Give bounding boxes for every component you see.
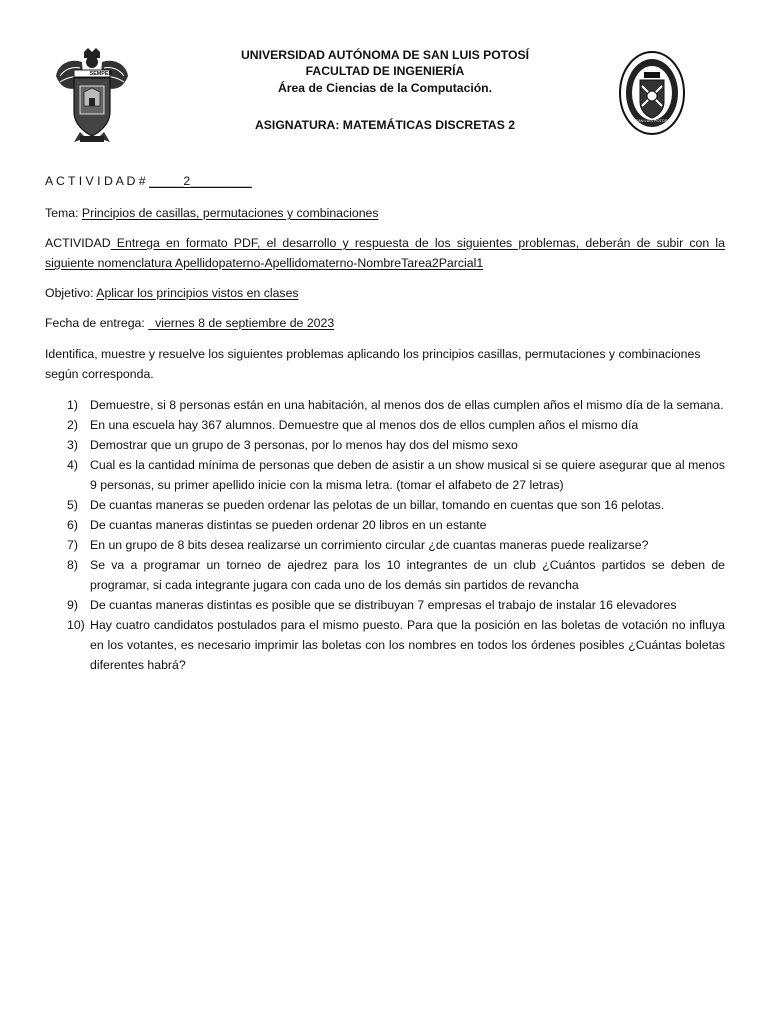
problem-text: Hay cuatro candidatos postulados para el mismo puesto. Para que la posición en las boletas de votación no influya en los votantes, es necesario imprimir las boletas con los nombres en todos los órdenes posibles ¿Cuántas boletas diferentes habrá? bbox=[90, 618, 725, 672]
problem-number: 1) bbox=[67, 398, 78, 412]
due-date-value: viernes 8 de septiembre de 2023 bbox=[148, 316, 335, 330]
topic-line bbox=[45, 204, 725, 222]
problem-item bbox=[45, 515, 725, 535]
problem-item bbox=[45, 595, 725, 615]
activity-label: A C T I V I D A D # bbox=[45, 174, 150, 188]
problem-number: 8) bbox=[67, 558, 78, 572]
activity-number-line bbox=[45, 172, 725, 190]
instructions-line-2: según corresponda. bbox=[45, 367, 154, 381]
problem-number: 6) bbox=[67, 518, 78, 532]
problem-item bbox=[45, 435, 725, 455]
topic-label: Tema: bbox=[45, 206, 82, 220]
problem-item bbox=[45, 395, 725, 415]
problem-text: Demuestre, si 8 personas están en una habitación, al menos dos de ellas cumplen años el mismo día de la semana. bbox=[90, 398, 724, 412]
activity-number: _____2_________ bbox=[149, 174, 252, 188]
objective-value: Aplicar los principios vistos en clases bbox=[96, 286, 299, 300]
instructions-line-1: Identifica, muestre y resuelve los siguientes problemas aplicando los principios casillas, permutaciones y combinaciones bbox=[45, 347, 701, 361]
activity-description-line-1 bbox=[45, 234, 725, 252]
due-date-line bbox=[45, 314, 725, 332]
problem-text: Demostrar que un grupo de 3 personas, por lo menos hay dos del mismo sexo bbox=[90, 438, 518, 452]
problem-list bbox=[45, 395, 725, 675]
activity-description-label: ACTIVIDAD bbox=[45, 236, 111, 250]
problem-number: 7) bbox=[67, 538, 78, 552]
department-name: Área de Ciencias de la Computación. bbox=[277, 81, 493, 95]
problem-number: 3) bbox=[67, 438, 78, 452]
objective-line bbox=[45, 284, 725, 302]
problem-text: De cuantas maneras distintas se pueden ordenar 20 libros en un estante bbox=[90, 518, 487, 532]
faculty-name: FACULTAD DE INGENIERÍA bbox=[305, 64, 465, 78]
problem-item bbox=[45, 495, 725, 515]
problem-text: De cuantas maneras distintas es posible que se distribuyan 7 empresas el trabajo de instalar 16 elevadores bbox=[90, 598, 677, 612]
problem-text: Cual es la cantidad mínima de personas que deben de asistir a un show musical si se quiere asegurar que al menos 9 personas, su primer apellido inicie con la misma letra. (tomar el alfabeto de 27 letras) bbox=[90, 458, 725, 492]
problem-text: De cuantas maneras se pueden ordenar las pelotas de un billar, tomando en cuentas que son 16 pelotas. bbox=[90, 498, 665, 512]
problem-number: 9) bbox=[67, 598, 78, 612]
topic-value: Principios de casillas, permutaciones y combinaciones bbox=[81, 206, 379, 220]
activity-description-text-1: Entrega en formato PDF, el desarrollo y respuesta de los siguientes problemas, deberán de subir con la bbox=[110, 236, 725, 250]
coat-of-arms-motto: SEMPER bbox=[89, 71, 113, 77]
faculty-seal-text: SAN LUIS POTOSI bbox=[635, 119, 669, 123]
problem-text: Se va a programar un torneo de ajedrez para los 10 integrantes de un club ¿Cuántos partidos se deben de programar, si cada integrante jugara con cada uno de los demás sin partidos de revancha bbox=[90, 558, 725, 592]
activity-description-line-2 bbox=[45, 254, 725, 272]
problem-text: En un grupo de 8 bits desea realizarse un corrimiento circular ¿de cuantas maneras puede realizarse? bbox=[90, 538, 649, 552]
objective-label: Objetivo: bbox=[45, 286, 97, 300]
problem-item bbox=[45, 455, 725, 495]
problem-number: 2) bbox=[67, 418, 78, 432]
problem-number: 4) bbox=[67, 458, 78, 472]
activity-description-text-2: siguiente nomenclatura Apellidopaterno-Apellidomaterno-NombreTarea2Parcial1 bbox=[45, 256, 484, 270]
university-name: UNIVERSIDAD AUTÓNOMA DE SAN LUIS POTOSÍ bbox=[240, 48, 529, 62]
problem-text: En una escuela hay 367 alumnos. Demuestre que al menos dos de ellos cumplen años el mismo día bbox=[90, 418, 639, 432]
problem-item bbox=[45, 535, 725, 555]
university-coat-of-arms-logo bbox=[50, 46, 134, 146]
subject-title: ASIGNATURA: MATEMÁTICAS DISCRETAS 2 bbox=[255, 118, 515, 132]
problem-item bbox=[45, 415, 725, 435]
problem-item bbox=[45, 615, 725, 675]
problem-number: 5) bbox=[67, 498, 78, 512]
due-date-label: Fecha de entrega: bbox=[45, 316, 149, 330]
problem-item bbox=[45, 555, 725, 595]
problem-number: 10) bbox=[67, 618, 85, 632]
